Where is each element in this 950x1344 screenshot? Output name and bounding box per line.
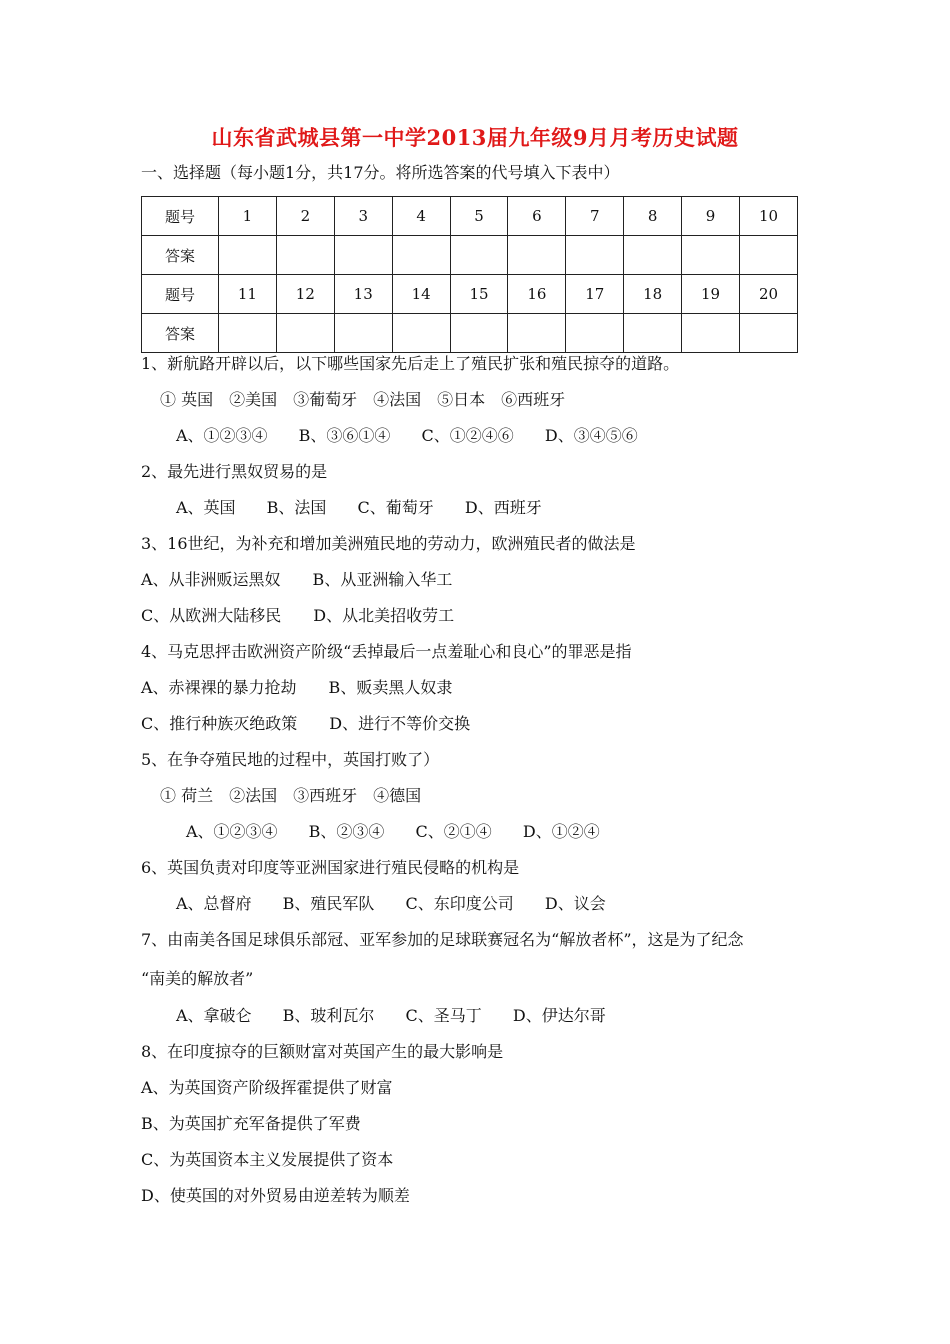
answer-cell[interactable]	[508, 314, 566, 353]
question-4-options-line-2[interactable]: C、推行种族灭绝政策 D、进行不等价交换	[141, 714, 471, 733]
question-4-stem: 4、马克思抨击欧洲资产阶级“丢掉最后一点羞耻心和良心”的罪恶是指	[141, 642, 632, 661]
question-7-stem-continued: “南美的解放者”	[141, 969, 254, 988]
answer-cell[interactable]	[392, 236, 450, 275]
question-8-option-c[interactable]: C、为英国资本主义发展提供了资本	[141, 1150, 394, 1169]
option-b[interactable]: B、③⑥①④	[298, 426, 391, 445]
answer-cell[interactable]	[450, 236, 508, 275]
question-1-items: ① 英国 ②美国 ③葡萄牙 ④法国 ⑤日本 ⑥西班牙	[160, 390, 566, 409]
answer-cell[interactable]	[334, 314, 392, 353]
table-row-numbers-2	[142, 275, 798, 314]
answer-cell[interactable]	[219, 236, 277, 275]
answer-cell[interactable]	[450, 314, 508, 353]
table-row-answers-2	[142, 314, 798, 353]
question-4-options-line-1[interactable]: A、赤裸裸的暴力抢劫 B、贩卖黑人奴隶	[141, 678, 453, 697]
answer-table	[141, 196, 798, 353]
question-number-cell: 12	[276, 275, 334, 314]
option-a[interactable]: A、总督府	[176, 894, 252, 913]
option-a[interactable]: A、拿破仑	[176, 1006, 252, 1025]
question-2-stem: 2、最先进行黑奴贸易的是	[141, 462, 328, 481]
question-number-cell: 11	[219, 275, 277, 314]
question-number-cell: 15	[450, 275, 508, 314]
question-number-cell: 10	[740, 197, 798, 236]
option-a[interactable]: A、①②③④	[186, 822, 278, 841]
question-number-cell: 13	[334, 275, 392, 314]
question-6-stem: 6、英国负责对印度等亚洲国家进行殖民侵略的机构是	[141, 858, 520, 877]
question-8-option-b[interactable]: B、为英国扩充军备提供了军费	[141, 1114, 361, 1133]
option-b[interactable]: B、法国	[266, 498, 327, 517]
answer-cell[interactable]	[682, 236, 740, 275]
exam-title: 山东省武城县第一中学2013届九年级9月月考历史试题	[211, 125, 739, 150]
table-row-numbers-1	[142, 197, 798, 236]
table-row-answers-1	[142, 236, 798, 275]
option-a[interactable]: A、英国	[176, 498, 236, 517]
row-label-answer: 答案	[142, 314, 219, 353]
option-c[interactable]: C、②①④	[415, 822, 492, 841]
answer-cell[interactable]	[624, 314, 682, 353]
answer-cell[interactable]	[682, 314, 740, 353]
answer-cell[interactable]	[276, 314, 334, 353]
question-number-cell: 14	[392, 275, 450, 314]
question-number-cell: 2	[276, 197, 334, 236]
option-b[interactable]: B、殖民军队	[282, 894, 375, 913]
question-5-items: ① 荷兰 ②法国 ③西班牙 ④德国	[160, 786, 422, 805]
question-1-stem: 1、新航路开辟以后，以下哪些国家先后走上了殖民扩张和殖民掠夺的道路。	[141, 354, 680, 373]
question-number-cell: 19	[682, 275, 740, 314]
option-d[interactable]: D、伊达尔哥	[512, 1006, 606, 1025]
question-number-cell: 20	[740, 275, 798, 314]
row-label-number: 题号	[142, 275, 219, 314]
answer-cell[interactable]	[566, 314, 624, 353]
answer-cell[interactable]	[276, 236, 334, 275]
answer-cell[interactable]	[219, 314, 277, 353]
question-number-cell: 1	[219, 197, 277, 236]
question-number-cell: 8	[624, 197, 682, 236]
option-c[interactable]: C、葡萄牙	[357, 498, 434, 517]
question-1-options	[176, 425, 664, 447]
question-number-cell: 5	[450, 197, 508, 236]
option-d[interactable]: D、①②④	[522, 822, 600, 841]
option-c[interactable]: C、①②④⑥	[421, 426, 514, 445]
question-number-cell: 16	[508, 275, 566, 314]
option-b[interactable]: B、②③④	[308, 822, 385, 841]
question-3-options-line-1[interactable]: A、从非洲贩运黑奴 B、从亚洲输入华工	[141, 570, 453, 589]
question-6-options	[176, 893, 632, 915]
question-8-option-a[interactable]: A、为英国资产阶级挥霍提供了财富	[141, 1078, 393, 1097]
section-header: 一、选择题（每小题1分，共17分。将所选答案的代号填入下表中）	[141, 163, 620, 182]
question-number-cell: 3	[334, 197, 392, 236]
question-2-options	[176, 497, 568, 519]
option-d[interactable]: D、议会	[544, 894, 606, 913]
row-label-number: 题号	[142, 197, 219, 236]
question-number-cell: 7	[566, 197, 624, 236]
answer-cell[interactable]	[392, 314, 450, 353]
question-number-cell: 6	[508, 197, 566, 236]
question-3-options-line-2[interactable]: C、从欧洲大陆移民 D、从北美招收劳工	[141, 606, 455, 625]
answer-cell[interactable]	[740, 236, 798, 275]
answer-cell[interactable]	[624, 236, 682, 275]
answer-cell[interactable]	[740, 314, 798, 353]
question-7-stem: 7、由南美各国足球俱乐部冠、亚军参加的足球联赛冠名为“解放者杯”，这是为了纪念	[141, 930, 744, 949]
answer-cell[interactable]	[334, 236, 392, 275]
answer-cell[interactable]	[566, 236, 624, 275]
question-7-options	[176, 1005, 632, 1027]
option-d[interactable]: D、③④⑤⑥	[544, 426, 638, 445]
question-8-stem: 8、在印度掠夺的巨额财富对英国产生的最大影响是	[141, 1042, 504, 1061]
question-number-cell: 17	[566, 275, 624, 314]
option-b[interactable]: B、玻利瓦尔	[282, 1006, 375, 1025]
option-d[interactable]: D、西班牙	[464, 498, 542, 517]
option-c[interactable]: C、圣马丁	[405, 1006, 482, 1025]
option-a[interactable]: A、①②③④	[176, 426, 268, 445]
row-label-answer: 答案	[142, 236, 219, 275]
question-number-cell: 4	[392, 197, 450, 236]
question-number-cell: 18	[624, 275, 682, 314]
answer-cell[interactable]	[508, 236, 566, 275]
question-3-stem: 3、16世纪，为补充和增加美洲殖民地的劳动力，欧洲殖民者的做法是	[141, 534, 636, 553]
question-number-cell: 9	[682, 197, 740, 236]
question-5-options	[186, 821, 626, 843]
question-5-stem: 5、在争夺殖民地的过程中，英国打败了）	[141, 750, 440, 769]
question-8-option-d[interactable]: D、使英国的对外贸易由逆差转为顺差	[141, 1186, 410, 1205]
option-c[interactable]: C、东印度公司	[405, 894, 514, 913]
